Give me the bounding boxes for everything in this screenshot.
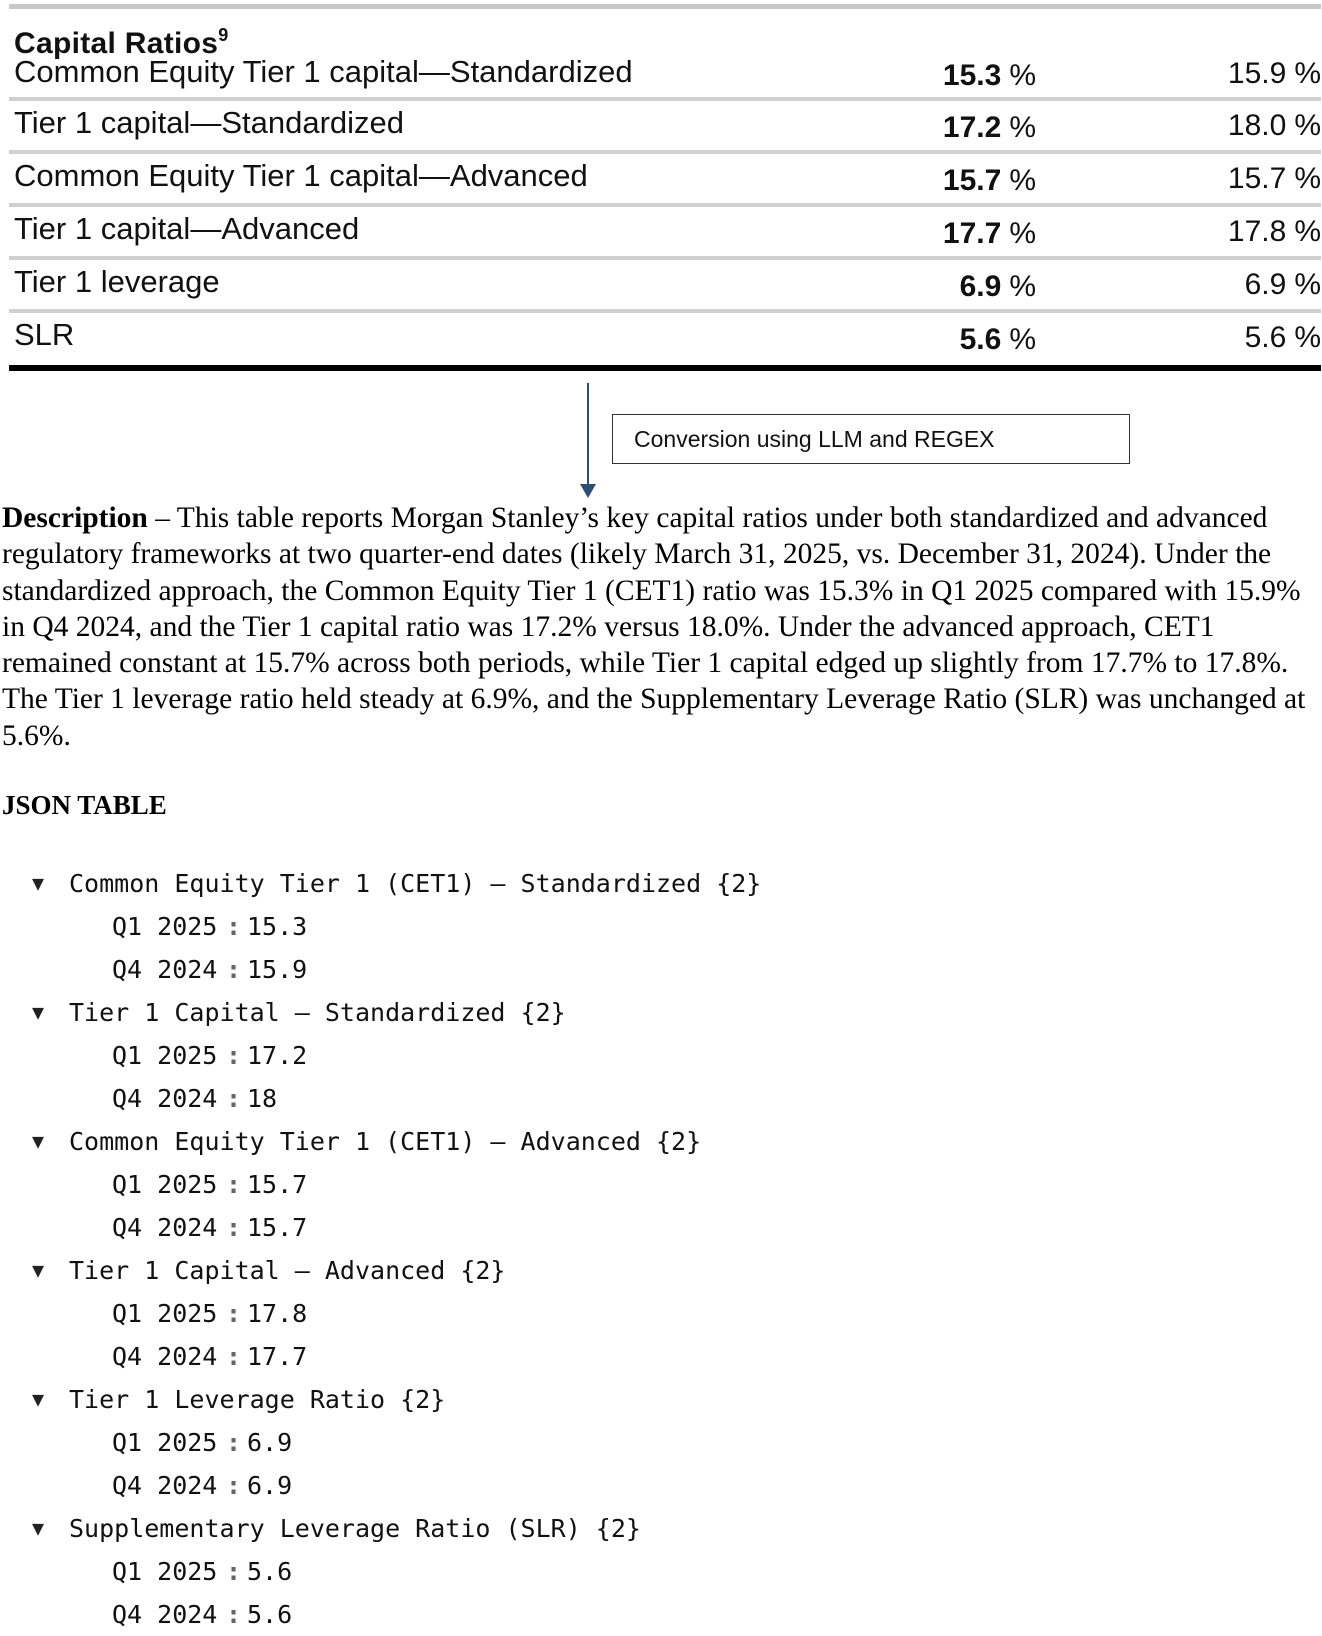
current-value: 5.6 % — [959, 323, 1036, 356]
prior-value: 15.7 % — [1227, 162, 1321, 195]
json-entry — [0, 948, 1322, 991]
table-row — [9, 260, 1321, 313]
json-key: Q4 2024 — [112, 1342, 218, 1371]
current-value: 6.9 % — [959, 270, 1036, 303]
json-value: 18 — [247, 1084, 278, 1113]
json-key: Q4 2024 — [112, 1084, 218, 1113]
conversion-label-box: Conversion using LLM and REGEX — [612, 414, 1130, 464]
json-group-toggle[interactable] — [0, 862, 1322, 905]
row-label: Tier 1 leverage — [14, 264, 220, 299]
json-value: 6.9 — [247, 1471, 293, 1500]
current-value: 17.7 % — [942, 217, 1036, 250]
table-row — [9, 101, 1321, 154]
json-separator: : — [226, 1428, 242, 1457]
table-row — [9, 313, 1321, 371]
json-entry — [0, 1163, 1322, 1206]
prior-value: 6.9 % — [1244, 268, 1321, 301]
json-group-toggle[interactable] — [0, 1249, 1322, 1292]
json-tree — [0, 862, 1322, 1636]
triangle-down-icon[interactable]: ▼ — [32, 1129, 45, 1153]
table-title-text: Capital Ratios — [14, 27, 219, 60]
json-entry — [0, 1335, 1322, 1378]
json-key: Q4 2024 — [112, 1471, 218, 1500]
prior-value: 5.6 % — [1244, 321, 1321, 354]
json-group-toggle[interactable] — [0, 1378, 1322, 1421]
row-label: SLR — [14, 317, 75, 352]
json-group-name: Tier 1 Leverage Ratio {2} — [69, 1385, 446, 1414]
json-key: Q1 2025 — [112, 912, 218, 941]
json-key: Q1 2025 — [112, 1170, 218, 1199]
json-group-toggle[interactable] — [0, 1507, 1322, 1550]
triangle-down-icon[interactable]: ▼ — [32, 1387, 45, 1411]
json-separator: : — [226, 1342, 242, 1371]
json-separator: : — [226, 1170, 242, 1199]
json-key: Q4 2024 — [112, 1600, 218, 1629]
footnote-marker: 9 — [218, 25, 229, 45]
json-group-name: Common Equity Tier 1 (CET1) – Standardized {2} — [69, 869, 762, 898]
current-value: 17.2 % — [942, 111, 1036, 144]
json-value: 15.7 — [247, 1170, 308, 1199]
json-separator: : — [226, 1471, 242, 1500]
prior-value: 17.8 % — [1227, 215, 1321, 248]
json-entry — [0, 1034, 1322, 1077]
triangle-down-icon[interactable]: ▼ — [32, 1516, 45, 1540]
json-key: Q1 2025 — [112, 1557, 218, 1586]
json-value: 5.6 — [247, 1600, 293, 1629]
json-entry — [0, 1077, 1322, 1120]
json-entry — [0, 1421, 1322, 1464]
json-value: 15.7 — [247, 1213, 308, 1242]
json-separator: : — [226, 1600, 242, 1629]
json-separator: : — [226, 1557, 242, 1586]
json-table-heading: JSON TABLE — [2, 790, 167, 820]
json-group-name: Supplementary Leverage Ratio (SLR) {2} — [69, 1514, 641, 1543]
description-lead: Description — [2, 502, 148, 534]
json-entry — [0, 1464, 1322, 1507]
json-key: Q4 2024 — [112, 955, 218, 984]
flow-arrow-line — [587, 383, 589, 487]
json-key: Q1 2025 — [112, 1428, 218, 1457]
json-value: 17.8 — [247, 1299, 308, 1328]
json-key: Q1 2025 — [112, 1041, 218, 1070]
json-value: 15.3 — [247, 912, 308, 941]
json-separator: : — [226, 1299, 242, 1328]
json-entry — [0, 1550, 1322, 1593]
json-separator: : — [226, 1041, 242, 1070]
json-entry — [0, 1292, 1322, 1335]
row-label: Tier 1 capital—Standardized — [14, 105, 404, 140]
capital-ratios-table — [9, 4, 1321, 371]
table-title — [9, 9, 1321, 60]
json-group-name: Common Equity Tier 1 (CET1) – Advanced {2} — [69, 1127, 702, 1156]
json-value: 17.7 — [247, 1342, 308, 1371]
table-row — [9, 207, 1321, 260]
json-key: Q1 2025 — [112, 1299, 218, 1328]
json-entry — [0, 905, 1322, 948]
prior-value: 15.9 % — [1227, 57, 1321, 90]
row-label: Common Equity Tier 1 capital—Standardized — [14, 54, 633, 89]
json-value: 5.6 — [247, 1557, 293, 1586]
table-row — [9, 154, 1321, 207]
json-key: Q4 2024 — [112, 1213, 218, 1242]
triangle-down-icon[interactable]: ▼ — [32, 1000, 45, 1024]
arrow-down-icon — [580, 484, 596, 498]
description-paragraph — [2, 500, 1320, 754]
json-value: 15.9 — [247, 955, 308, 984]
json-group-name: Tier 1 Capital – Advanced {2} — [69, 1256, 506, 1285]
row-label: Tier 1 capital—Advanced — [14, 211, 360, 246]
triangle-down-icon[interactable]: ▼ — [32, 1258, 45, 1282]
prior-value: 18.0 % — [1227, 109, 1321, 142]
current-value: 15.7 % — [942, 164, 1036, 197]
triangle-down-icon[interactable]: ▼ — [32, 871, 45, 895]
table-row — [9, 54, 1321, 101]
json-group-toggle[interactable] — [0, 1120, 1322, 1163]
json-separator: : — [226, 1084, 242, 1113]
current-value: 15.3 % — [942, 59, 1036, 92]
json-separator: : — [226, 1213, 242, 1242]
json-separator: : — [226, 955, 242, 984]
json-separator: : — [226, 912, 242, 941]
row-label: Common Equity Tier 1 capital—Advanced — [14, 158, 588, 193]
description-text: – This table reports Morgan Stanley’s key capital ratios under both standardized and advanced regulatory frameworks at two quarter-end dates (likely March 31, 2025, vs. December 31, 2024). Under the standardized approach, the Common Equity Tier 1 (CET1) ratio was 15.3% in Q1 2025 compared with 15.9% in Q4 2024, and the Tier 1 capital ratio was 17.2% versus 18.0%. Under the advanced approach, CET1 remained constant at 15.7% across both periods, while Tier 1 capital edged up slightly from 17.7% to 17.8%. The Tier 1 leverage ratio held steady at 6.9%, and the Supplementary Leverage Ratio (SLR) was unchanged at 5.6%. — [2, 502, 1306, 752]
json-value: 17.2 — [247, 1041, 308, 1070]
json-value: 6.9 — [247, 1428, 293, 1457]
json-group-name: Tier 1 Capital – Standardized {2} — [69, 998, 566, 1027]
json-entry — [0, 1206, 1322, 1249]
json-group-toggle[interactable] — [0, 991, 1322, 1034]
